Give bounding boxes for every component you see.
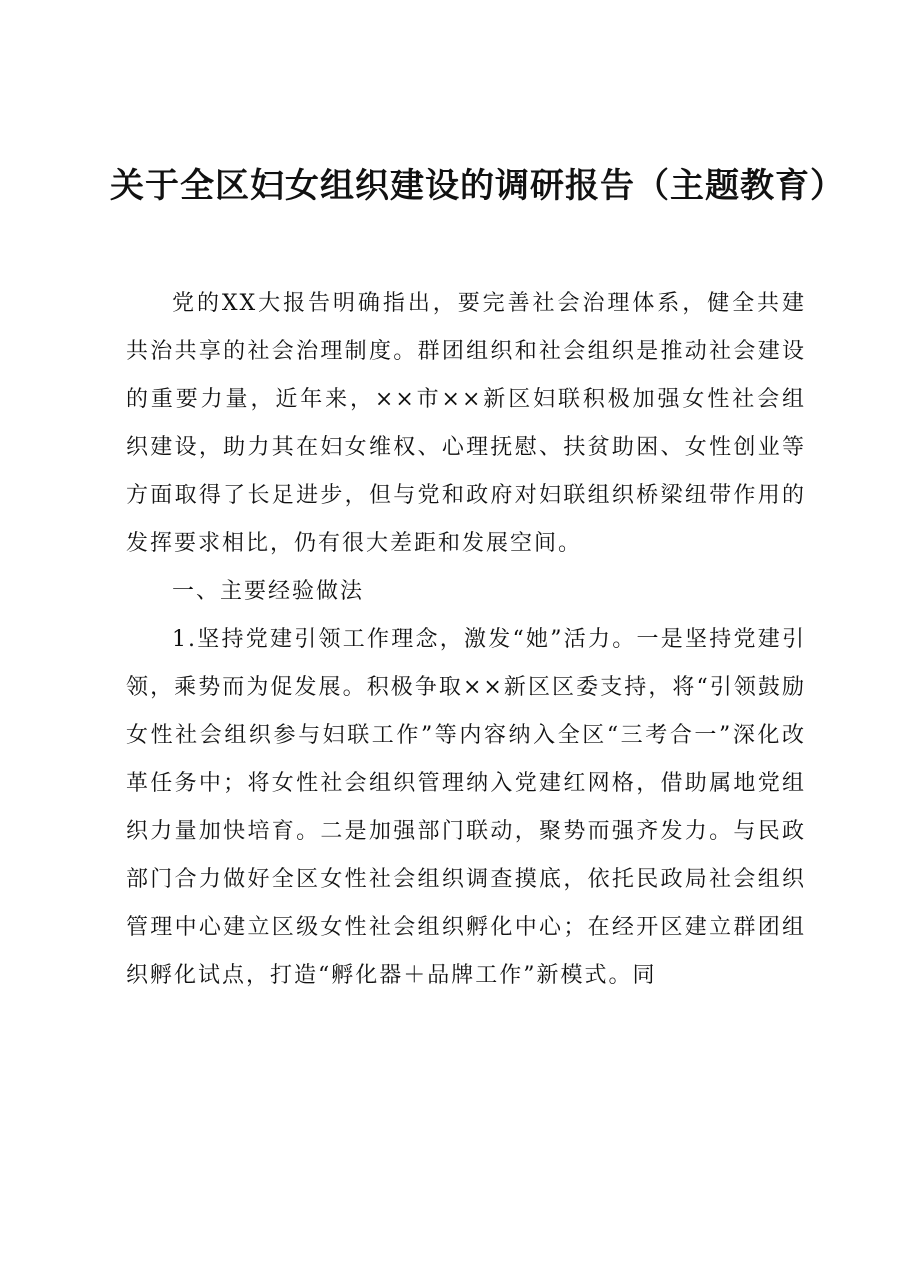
document-body <box>126 280 806 1000</box>
section-heading-main-experience: 一、主要经验做法 <box>172 579 365 604</box>
paragraph-intro: 党的XX大报告明确指出，要完善社会治理体系，健全共建共治共享的社会治理制度。群团组织和社会组织是推动社会建设的重要力量，近年来，××市××新区妇联积极加强女性社会组织建设，助力其在妇女维权、心理抚慰、扶贫助困、女性创业等方面取得了长足进步，但与党和政府对妇联组织桥梁纽带作用的发挥要求相比，仍有很大差距和发展空间。 <box>126 291 806 556</box>
document-title: 关于全区妇女组织建设的调研报告（主题教育） <box>110 166 845 206</box>
paragraph-party-leadership: 1.坚持党建引领工作理念，激发“她”活力。一是坚持党建引领，乘势而为促发展。积极争取××新区区委支持，将“引领鼓励女性社会组织参与妇联工作”等内容纳入全区“三考合一”深化改革任务中；将女性社会组织管理纳入党建红网格，借助属地党组织力量加快培育。二是加强部门联动，聚势而强齐发力。与民政部门合力做好全区女性社会组织调查摸底，依托民政局社会组织管理中心建立区级女性社会组织孵化中心；在经开区建立群团组织孵化试点，打造“孵化器＋品牌工作”新模式。同 <box>126 627 806 988</box>
